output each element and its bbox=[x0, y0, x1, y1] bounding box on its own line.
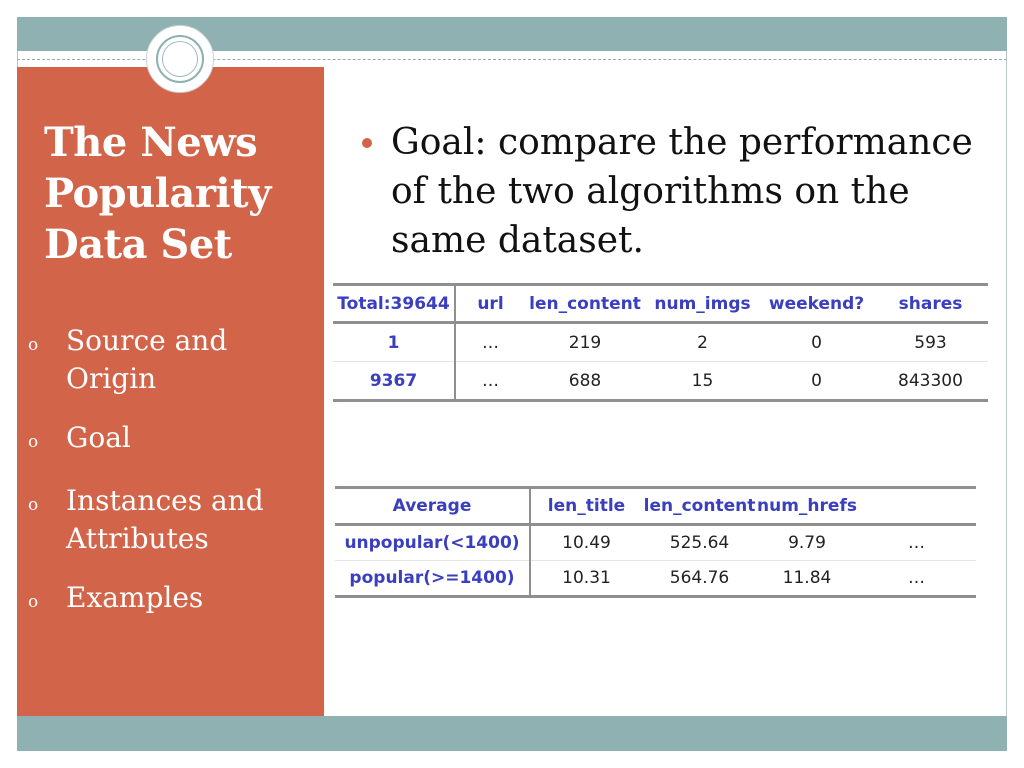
ring-ornament-icon bbox=[146, 25, 214, 93]
sidebar-item-label: Goal bbox=[66, 421, 131, 454]
sidebar-title-line: Data Set bbox=[44, 221, 232, 268]
table-row bbox=[335, 561, 976, 597]
sidebar-item-instances-and-attributes[interactable] bbox=[28, 482, 318, 558]
table-cell: … bbox=[908, 568, 925, 588]
table-cell: 0 bbox=[811, 370, 822, 391]
table-cell: 1 bbox=[333, 323, 455, 362]
sidebar-item-examples[interactable] bbox=[28, 579, 318, 621]
sidebar-item-label: Source and Origin bbox=[66, 324, 228, 395]
table-cell: 0 bbox=[760, 323, 873, 362]
sidebar-item-source-and-origin[interactable] bbox=[28, 322, 318, 398]
table-cell: 15 bbox=[691, 370, 714, 391]
table-cell: unpopular(<1400) bbox=[335, 525, 530, 561]
column-header: Total:39644 bbox=[333, 285, 455, 323]
sidebar-title-line: Popularity bbox=[44, 170, 271, 217]
bullet-icon: o bbox=[28, 335, 39, 355]
table-cell: 593 bbox=[873, 323, 988, 362]
table-cell: 2 bbox=[645, 323, 760, 362]
table-cell: 843300 bbox=[898, 370, 963, 391]
column-header: num_hrefs bbox=[757, 488, 857, 525]
bullet-icon: o bbox=[28, 592, 39, 612]
sidebar-item-label: Instances and Attributes bbox=[66, 484, 264, 555]
averages-table bbox=[335, 486, 976, 598]
table-cell: 219 bbox=[525, 323, 645, 362]
table-cell: … bbox=[482, 370, 499, 391]
column-header: len_title bbox=[530, 488, 642, 525]
dataset-sample-table bbox=[333, 283, 988, 402]
column-header: url bbox=[455, 285, 525, 323]
table-cell: … bbox=[857, 525, 976, 561]
table-cell: popular(>=1400) bbox=[335, 561, 530, 597]
column-header: len_content bbox=[642, 488, 757, 525]
table-header-row bbox=[333, 285, 988, 323]
column-header: Average bbox=[335, 488, 530, 525]
sidebar-title-line: The News bbox=[44, 119, 258, 166]
table-cell: 688 bbox=[568, 370, 602, 391]
table-row bbox=[333, 323, 988, 362]
table-row bbox=[335, 525, 976, 561]
table-row bbox=[333, 362, 988, 401]
table-header-row bbox=[335, 488, 976, 525]
column-header: shares bbox=[873, 285, 988, 323]
sidebar-title bbox=[44, 117, 314, 270]
table-cell: 564.76 bbox=[669, 568, 730, 588]
goal-bullet-point bbox=[362, 118, 982, 265]
sidebar-item-goal[interactable] bbox=[28, 419, 318, 461]
bullet-icon: o bbox=[28, 432, 39, 452]
table-cell: 9367 bbox=[333, 362, 455, 401]
column-header: len_content bbox=[525, 285, 645, 323]
table-cell: … bbox=[455, 323, 525, 362]
column-header: num_imgs bbox=[645, 285, 760, 323]
bullet-icon: o bbox=[28, 495, 39, 515]
bottom-band bbox=[17, 716, 1007, 751]
bullet-dot-icon bbox=[362, 138, 372, 148]
goal-text: Goal: compare the performance of the two algorithms on the same dataset. bbox=[391, 122, 973, 261]
sidebar-nav bbox=[28, 322, 318, 642]
table-cell: 10.49 bbox=[530, 525, 642, 561]
column-header bbox=[857, 488, 976, 525]
table-cell: 10.31 bbox=[562, 568, 611, 588]
sidebar-item-label: Examples bbox=[66, 581, 204, 614]
table-cell: 11.84 bbox=[782, 568, 832, 588]
table-cell: 9.79 bbox=[757, 525, 857, 561]
table-cell: 525.64 bbox=[642, 525, 757, 561]
column-header: weekend? bbox=[760, 285, 873, 323]
